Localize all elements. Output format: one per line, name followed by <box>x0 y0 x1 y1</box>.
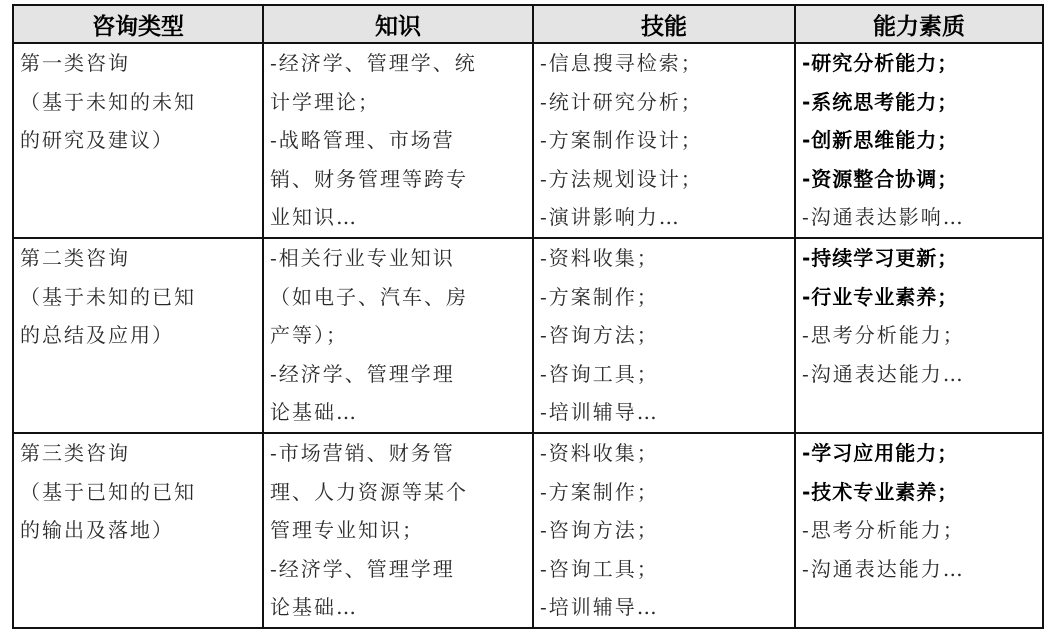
cell-line: -战略管理、市场营 <box>270 128 455 153</box>
cell-line: -系统思考能力； <box>802 89 959 114</box>
cell-line: （基于已知的已知 <box>20 479 196 504</box>
cell-line: -方案制作； <box>540 284 659 309</box>
cell-line: 销、财务管理等跨专 <box>270 166 468 191</box>
table-row <box>13 238 1043 433</box>
cell-line: -沟通表达影响… <box>802 205 965 230</box>
cell-line: -资料收集； <box>540 245 659 270</box>
cell-line: 第一类咨询 <box>20 51 130 75</box>
header-knowledge: 知识 <box>263 5 533 43</box>
cell-line: -演讲影响力… <box>540 205 681 230</box>
cell-abilities <box>795 238 1043 433</box>
cell-line: -技术专业素养； <box>802 479 959 504</box>
cell-abilities <box>795 43 1043 238</box>
cell-skills <box>533 43 795 238</box>
cell-line: 的总结及应用） <box>20 323 174 348</box>
cell-consulting-type <box>13 238 263 433</box>
table-row <box>13 43 1043 238</box>
cell-knowledge <box>263 43 533 238</box>
cell-line: -培训辅导… <box>540 400 659 425</box>
cell-line: -相关行业专业知识 <box>270 245 455 270</box>
cell-line: -资源整合协调； <box>802 166 959 191</box>
consulting-competency-table <box>12 4 1044 629</box>
cell-skills <box>533 238 795 433</box>
cell-line: 第二类咨询 <box>20 245 130 270</box>
cell-line: 论基础… <box>270 400 358 425</box>
cell-line: -学习应用能力； <box>802 440 959 465</box>
cell-line: 第三类咨询 <box>20 440 130 465</box>
cell-line: -经济学、管理学理 <box>270 361 455 386</box>
cell-line: -研究分析能力； <box>802 51 959 75</box>
cell-line: （如电子、汽车、房 <box>270 284 468 309</box>
cell-line: -沟通表达能力… <box>802 361 965 386</box>
cell-line: -经济学、管理学理 <box>270 556 455 581</box>
cell-line: 计学理论； <box>270 89 380 114</box>
cell-abilities <box>795 433 1043 628</box>
cell-line: -咨询工具； <box>540 361 659 386</box>
cell-line: -创新思维能力； <box>802 128 959 153</box>
cell-line: 的研究及建议） <box>20 128 174 153</box>
cell-line: （基于未知的未知 <box>20 89 196 114</box>
cell-line: -市场营销、财务管 <box>270 440 455 465</box>
cell-line: （基于未知的已知 <box>20 284 196 309</box>
header-abilities: 能力素质 <box>795 5 1043 43</box>
cell-line: -经济学、管理学、统 <box>270 51 477 75</box>
cell-skills <box>533 433 795 628</box>
cell-line: -咨询方法； <box>540 323 659 348</box>
cell-knowledge <box>263 238 533 433</box>
cell-line: 业知识… <box>270 205 358 230</box>
cell-line: 理、人力资源等某个 <box>270 479 468 504</box>
cell-line: -思考分析能力； <box>802 323 965 348</box>
cell-knowledge <box>263 433 533 628</box>
cell-line: -培训辅导… <box>540 595 659 620</box>
cell-consulting-type <box>13 43 263 238</box>
cell-line: 管理专业知识； <box>270 518 424 543</box>
cell-consulting-type <box>13 433 263 628</box>
cell-line: 的输出及落地） <box>20 518 174 543</box>
cell-line: 产等）； <box>270 323 348 348</box>
consulting-table-wrapper <box>12 4 1044 629</box>
header-row <box>13 5 1043 43</box>
header-consulting-type: 咨询类型 <box>13 5 263 43</box>
cell-line: -咨询方法； <box>540 518 659 543</box>
cell-line: -思考分析能力； <box>802 518 965 543</box>
cell-line: -方法规划设计； <box>540 166 703 191</box>
cell-line: -行业专业素养； <box>802 284 959 309</box>
header-skills: 技能 <box>533 5 795 43</box>
cell-line: -咨询工具； <box>540 556 659 581</box>
cell-line: -信息搜寻检索； <box>540 51 703 75</box>
cell-line: -持续学习更新； <box>802 245 959 270</box>
cell-line: -方案制作设计； <box>540 128 703 153</box>
table-row <box>13 433 1043 628</box>
cell-line: -资料收集； <box>540 440 659 465</box>
cell-line: 论基础… <box>270 595 358 620</box>
cell-line: -沟通表达能力… <box>802 556 965 581</box>
cell-line: -方案制作； <box>540 479 659 504</box>
cell-line: -统计研究分析； <box>540 89 703 114</box>
